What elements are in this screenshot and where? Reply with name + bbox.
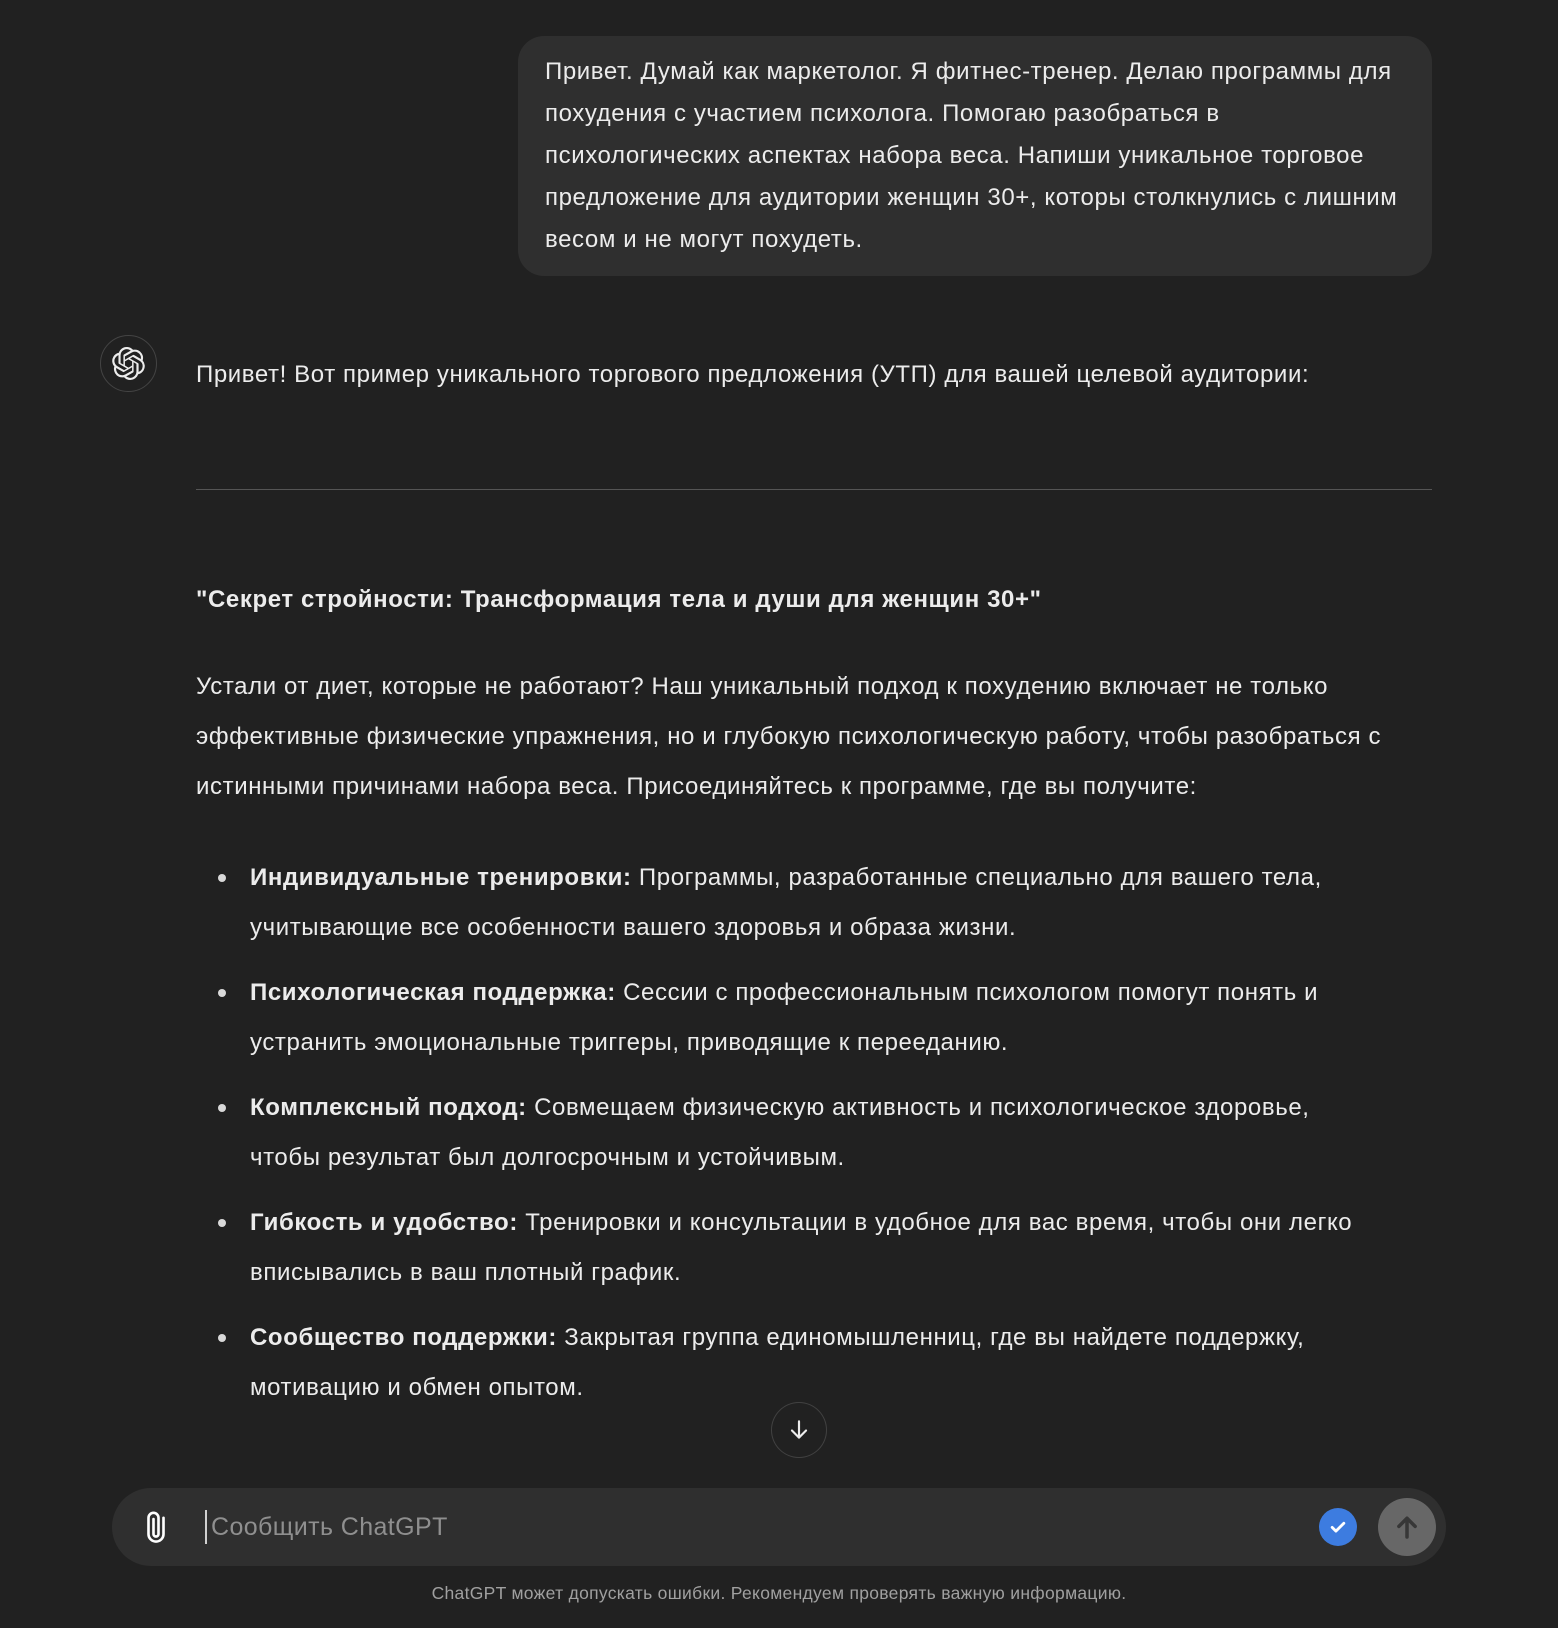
bullet-text: Тренировки и консультации в удобное для вас время, чтобы они легко вписывались в ваш плотный график. — [250, 1209, 1353, 1286]
message-composer[interactable] — [112, 1488, 1446, 1566]
bullet-title: Комплексный подход: — [250, 1094, 527, 1121]
usp-heading: "Секрет стройности: Трансформация тела и души для женщин 30+" — [196, 586, 1042, 613]
scroll-to-bottom-button[interactable] — [771, 1402, 827, 1458]
list-item — [196, 968, 1330, 1068]
bullet-text: Сессии с профессиональным психологом помогут понять и устранить эмоциональные триггеры, приводящие к перееданию. — [250, 979, 1319, 1056]
usp-bullet-list — [196, 853, 1432, 1413]
openai-logo-icon — [100, 335, 157, 392]
markdown-divider — [196, 489, 1432, 490]
bullet-text: Программы, разработанные специально для вашего тела, учитывающие все особенности вашего здоровья и образа жизни. — [250, 864, 1322, 941]
bullet-title: Психологическая поддержка: — [250, 979, 616, 1006]
assistant-intro: Привет! Вот пример уникального торгового предложения (УТП) для вашей целевой аудитории: — [196, 361, 1310, 388]
usp-paragraph: Устали от диет, которые не работают? Наш уникальный подход к похудению включает не только эффективные физические упражнения, но и глубокую психологическую работу, чтобы разобраться с истинными причинами набора веса. Присоединяйтесь к программе, где вы получите: — [196, 673, 1382, 800]
text-cursor — [205, 1510, 207, 1544]
arrow-up-icon — [1392, 1512, 1422, 1542]
bullet-title: Сообщество поддержки: — [250, 1324, 557, 1351]
user-message-row — [100, 0, 1432, 276]
assistant-message-body — [196, 335, 1432, 1428]
list-item — [196, 1083, 1330, 1183]
list-item — [196, 1313, 1330, 1413]
disclaimer-text: ChatGPT может допускать ошибки. Рекомендуем проверять важную информацию. — [431, 1583, 1127, 1603]
check-icon — [1328, 1517, 1348, 1537]
paperclip-icon — [141, 1512, 171, 1542]
list-item — [196, 1198, 1430, 1298]
arrow-down-icon — [786, 1417, 812, 1443]
chat-area — [100, 0, 1432, 1428]
list-item — [196, 853, 1330, 953]
bullet-text: Закрытая группа единомышленниц, где вы найдете поддержку, мотивацию и обмен опытом. — [250, 1324, 1305, 1401]
attach-file-button[interactable] — [134, 1505, 178, 1549]
user-message-bubble: Привет. Думай как маркетолог. Я фитнес-тренер. Делаю программы для похудения с участием психолога. Помогаю разобраться в психологических аспектах набора веса. Напиши уникальное торговое предложение для аудитории женщин 30+, которы столкнулись с лишним весом и не могут похудеть. — [518, 36, 1432, 276]
bullet-title: Гибкость и удобство: — [250, 1209, 518, 1236]
bullet-text: Совмещаем физическую активность и психологическое здоровье, чтобы результат был долгосрочным и устойчивым. — [250, 1094, 1310, 1171]
composer-area — [0, 1487, 1558, 1628]
extension-check-badge[interactable] — [1319, 1508, 1357, 1546]
bullet-title: Индивидуальные тренировки: — [250, 864, 632, 891]
send-message-button[interactable] — [1378, 1498, 1436, 1556]
assistant-message-row — [100, 335, 1432, 1428]
message-input[interactable] — [211, 1513, 1319, 1542]
